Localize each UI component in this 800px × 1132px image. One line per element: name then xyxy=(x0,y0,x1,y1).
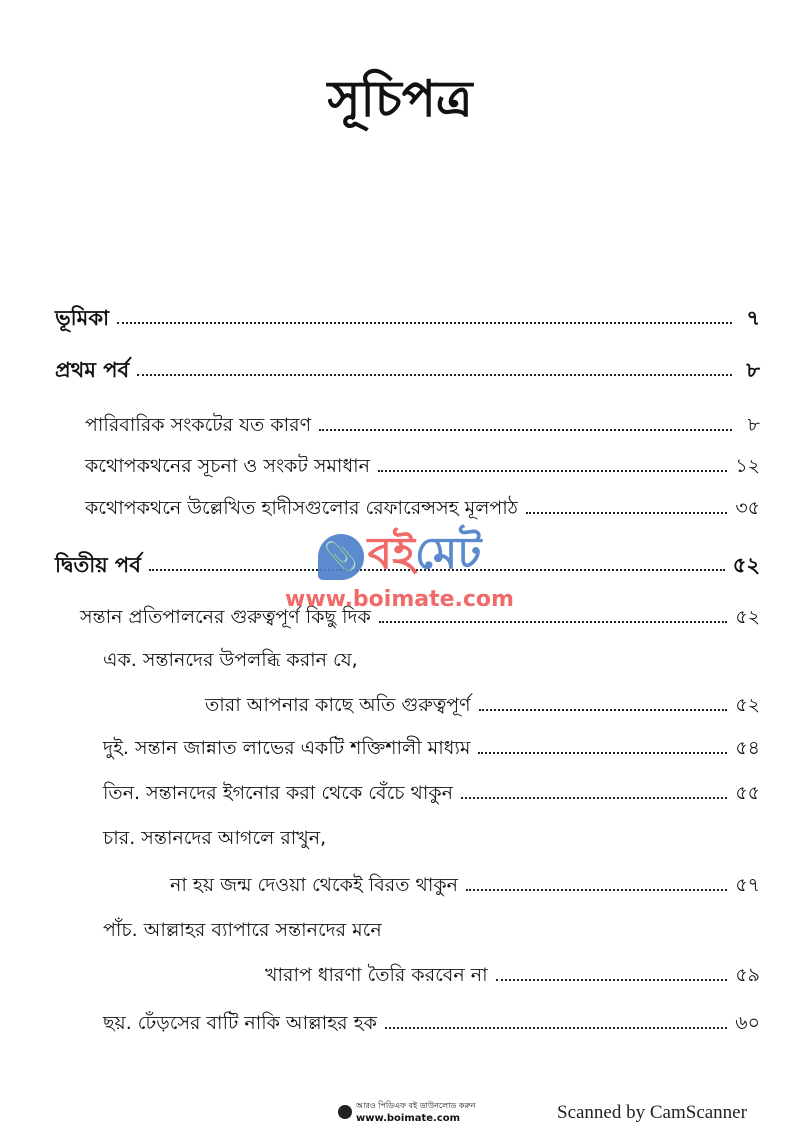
page-title: সূচিপত্র xyxy=(327,70,473,128)
entry-page: ৫২ xyxy=(732,553,760,577)
watermark-url: www.boimate.com xyxy=(285,587,514,612)
entry-page: ৫৭ xyxy=(735,874,760,896)
toc-entry xyxy=(85,413,760,437)
entry-page: ৭ xyxy=(746,306,760,330)
entry-label: সন্তান প্রতিপালনের গুরুত্বপূর্ণ কিছু দিক xyxy=(80,606,371,628)
entry-label: ছয়. ঢেঁড়সের বাটি নাকি আল্লাহর হক xyxy=(103,1012,377,1034)
entry-label-line1: পাঁচ. আল্লাহর ব্যাপারে সন্তানদের মনে xyxy=(103,919,382,941)
footer-promo-text: আরও পিডিএফ বই ডাউনলোড করুন xyxy=(356,1101,476,1110)
boimate-icon xyxy=(338,1105,352,1119)
dot-leader xyxy=(478,752,727,754)
toc-entry xyxy=(55,358,760,382)
entry-page: ৩৫ xyxy=(735,497,760,519)
entry-label: পারিবারিক সংকটের যত কারণ xyxy=(85,414,312,436)
footer-url[interactable]: www.boimate.com xyxy=(356,1113,461,1124)
dot-leader xyxy=(137,374,732,376)
toc-entry xyxy=(103,736,760,760)
toc-entry xyxy=(170,873,760,897)
entry-page: ৫৯ xyxy=(735,964,760,986)
dot-leader xyxy=(466,889,727,891)
watermark-logo xyxy=(318,520,482,593)
footer-promo xyxy=(338,1100,475,1124)
toc-entry xyxy=(85,454,760,478)
boimate-watermark xyxy=(285,520,514,612)
dot-leader xyxy=(461,797,727,799)
entry-label: কথোপকথনে উল্লেখিত হাদীসগুলোর রেফারেন্সসহ মূলপাঠ xyxy=(85,497,518,519)
toc-entry xyxy=(205,693,760,717)
entry-page: ৬০ xyxy=(735,1012,760,1034)
entry-label: ভূমিকা xyxy=(55,306,110,330)
entry-page: ৮ xyxy=(747,414,760,436)
entry-label: তারা আপনার কাছে অতি গুরুত্বপূর্ণ xyxy=(205,694,471,716)
dot-leader xyxy=(526,512,727,514)
entry-label-line1: এক. সন্তানদের উপলব্ধি করান যে, xyxy=(103,649,358,671)
dot-leader xyxy=(319,429,732,431)
dot-leader xyxy=(479,709,728,711)
dot-leader xyxy=(117,322,732,324)
toc-entry xyxy=(85,496,760,520)
toc-entry xyxy=(265,963,760,987)
watermark-mate: মেট xyxy=(415,528,482,579)
toc-entry xyxy=(103,1011,760,1035)
dot-leader xyxy=(385,1027,727,1029)
dot-leader xyxy=(379,621,728,623)
entry-label-line1: চার. সন্তানদের আগলে রাখুন, xyxy=(103,827,327,849)
toc-entry xyxy=(55,306,760,330)
entry-label: না হয় জন্ম দেওয়া থেকেই বিরত থাকুন xyxy=(170,874,459,896)
entry-label: কথোপকথনের সূচনা ও সংকট সমাধান xyxy=(85,455,370,477)
paperclip-icon: 📎 xyxy=(318,534,364,580)
dot-leader xyxy=(378,470,727,472)
dot-leader xyxy=(496,979,728,981)
entry-label: দুই. সন্তান জান্নাত লাভের একটি শক্তিশালী মাধ্যম xyxy=(103,737,471,759)
watermark-boi: বই xyxy=(367,528,416,579)
entry-page: ৮ xyxy=(746,358,760,382)
camscanner-label: Scanned by CamScanner xyxy=(557,1102,747,1123)
entry-page: ১২ xyxy=(735,455,760,477)
entry-page: ৫৪ xyxy=(735,737,760,759)
entry-page: ৫৫ xyxy=(735,782,760,804)
entry-label: খারাপ ধারণা তৈরি করবেন না xyxy=(265,964,488,986)
entry-page: ৫২ xyxy=(735,694,760,716)
entry-page: ৫২ xyxy=(735,606,760,628)
entry-label: তিন. সন্তানদের ইগনোর করা থেকে বেঁচে থাকুন xyxy=(103,782,453,804)
entry-label: প্রথম পর্ব xyxy=(55,358,130,382)
entry-label: দ্বিতীয় পর্ব xyxy=(55,553,141,577)
toc-entry xyxy=(103,781,760,805)
